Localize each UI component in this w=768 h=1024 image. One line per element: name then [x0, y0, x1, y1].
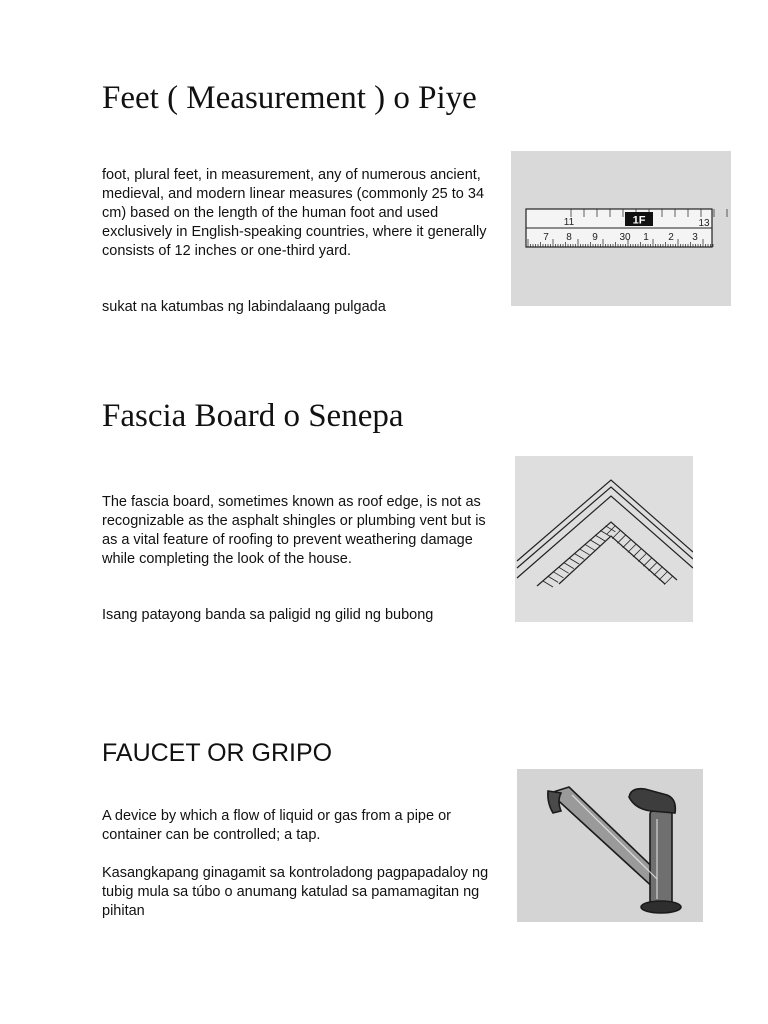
ruler-badge-label: 1F [632, 214, 646, 227]
ruler-bottom-label: 30 [619, 232, 631, 243]
ruler-bottom-label: 8 [566, 232, 572, 243]
faucet-definition-english: A device by which a flow of liquid or gas from a pipe or container can be controlled; a tap. [102, 808, 451, 843]
section-title-feet: Feet ( Measurement ) o Piye [102, 80, 477, 116]
ruler-bottom-label: 9 [592, 232, 598, 243]
fascia-definition-filipino: Isang patayong banda sa paligid ng gilid ng bubong [102, 607, 434, 623]
ruler-drawing-icon [511, 151, 731, 306]
feet-definition-filipino: sukat na katumbas ng labindalaang pulgada [102, 299, 386, 315]
fascia-board-drawing-icon [515, 456, 693, 622]
ruler-top-left-label: 11 [563, 217, 575, 228]
ruler-bottom-label: 2 [668, 232, 674, 243]
faucet-definition-filipino: Kasangkapang ginagamit sa kontroladong pagpapadaloy ng tubig mula sa túbo o anumang katulad sa pamamagitan ng pihitan [102, 865, 489, 919]
ruler-bottom-label: 1 [643, 232, 649, 243]
feet-definition-english: foot, plural feet, in measurement, any of numerous ancient, medieval, and modern linear measures (commonly 25 to 34 cm) based on the length of the human foot and used exclusively in English-speaking countries, where it generally consists of 12 inches or one-third yard. [102, 167, 487, 259]
fascia-board-image [515, 456, 693, 622]
ruler-image [511, 151, 731, 306]
section-title-faucet: FAUCET OR GRIPO [102, 739, 333, 767]
ruler-bottom-label: 7 [543, 232, 549, 243]
fascia-definition-english: The fascia board, sometimes known as roof edge, is not as recognizable as the asphalt shingles or plumbing vent but is as a vital feature of roofing to prevent weathering damage while completing the look of the house. [102, 494, 486, 567]
faucet-drawing-icon [517, 769, 703, 922]
section-title-fascia-board: Fascia Board o Senepa [102, 398, 404, 434]
ruler-top-right-label: 13 [698, 218, 710, 229]
faucet-image [517, 769, 703, 922]
ruler-bottom-label: 3 [692, 232, 698, 243]
